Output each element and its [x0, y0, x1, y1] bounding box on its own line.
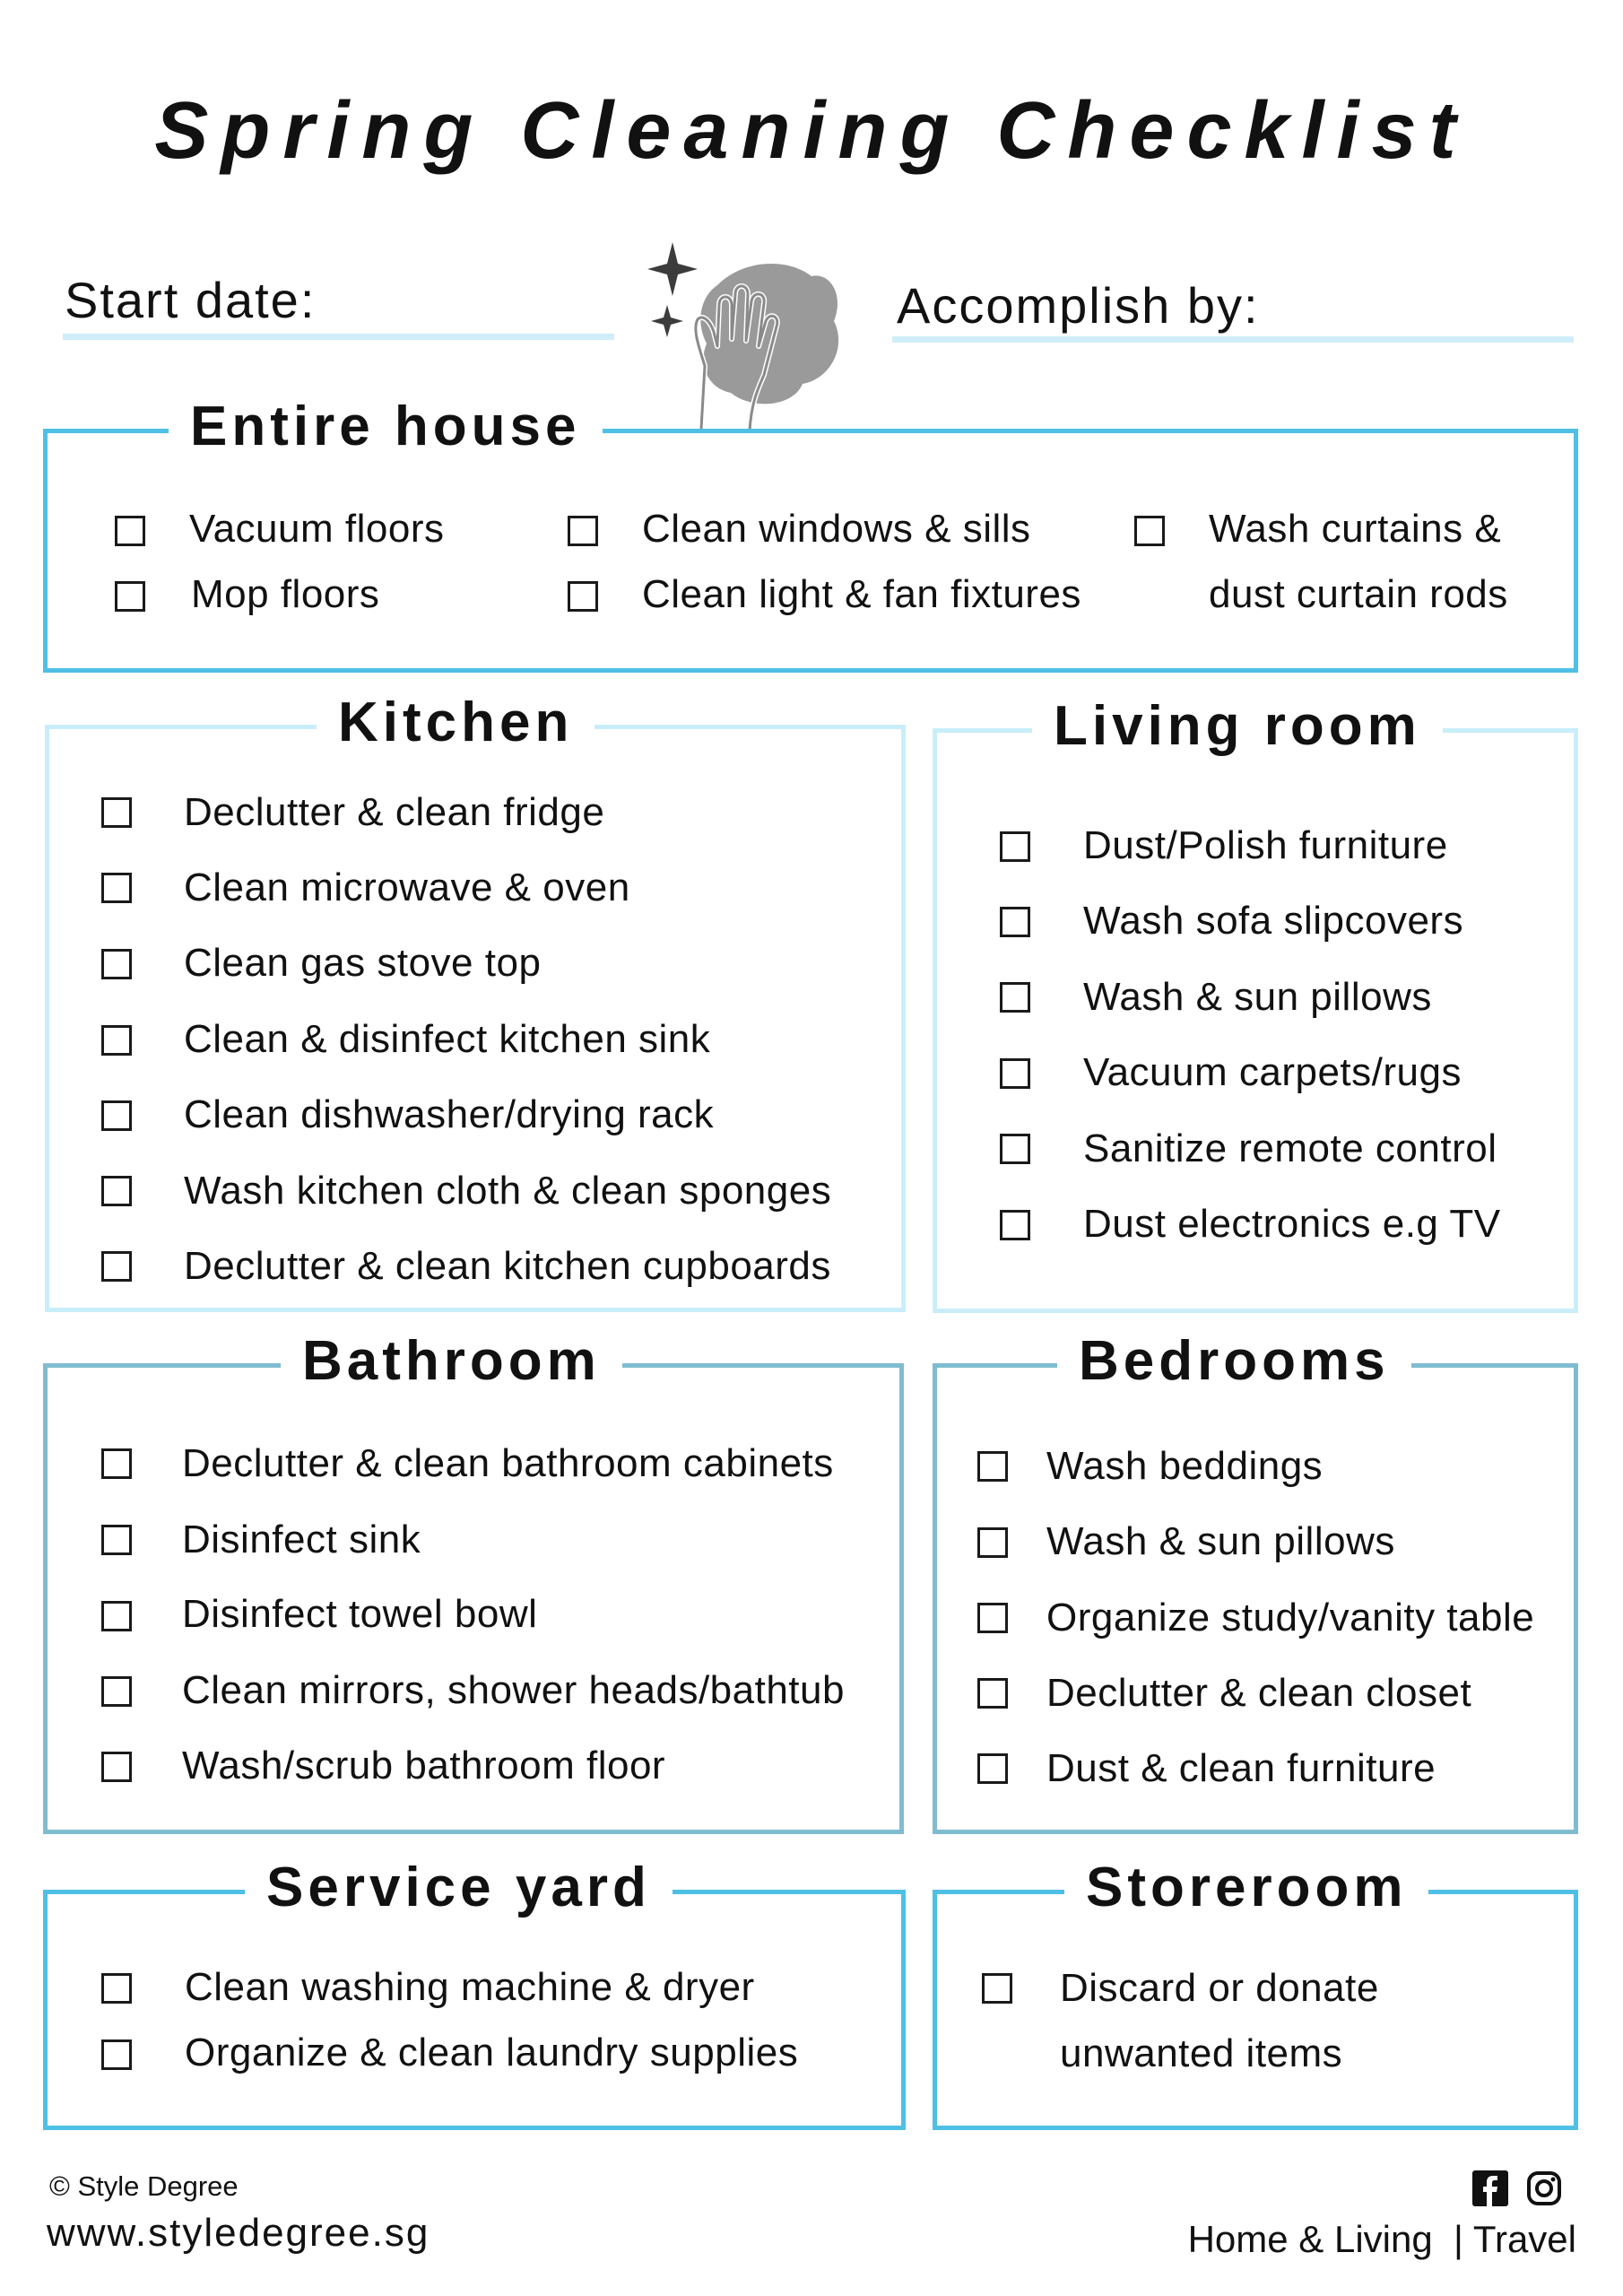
task-label: Organize study/vanity table — [1046, 1596, 1535, 1639]
checkbox[interactable] — [101, 1676, 132, 1707]
section-title-entire-house: Entire house — [169, 387, 603, 467]
checkbox[interactable] — [1000, 1134, 1030, 1164]
section-title-service-yard: Service yard — [245, 1848, 673, 1928]
section-kitchen — [45, 691, 906, 1312]
section-bathroom — [43, 1330, 904, 1834]
task-label: Declutter & clean bathroom cabinets — [182, 1441, 834, 1485]
accomplish-by-label: Accomplish by: — [897, 277, 1260, 334]
checkbox[interactable] — [1134, 516, 1165, 546]
checkbox[interactable] — [101, 1601, 132, 1631]
section-entire-house — [43, 396, 1578, 673]
checkbox[interactable] — [1000, 982, 1030, 1013]
checkbox[interactable] — [101, 1025, 132, 1056]
checkbox[interactable] — [115, 581, 145, 612]
task-label: unwanted items — [1060, 2031, 1343, 2075]
task-label: Discard or donate — [1060, 1966, 1379, 2010]
checkbox[interactable] — [101, 1525, 132, 1555]
section-title-kitchen: Kitchen — [317, 683, 595, 763]
facebook-icon[interactable] — [1472, 2170, 1508, 2206]
start-date-line[interactable] — [63, 334, 614, 340]
checkbox[interactable] — [101, 1100, 132, 1131]
checkbox[interactable] — [977, 1753, 1008, 1784]
checkbox[interactable] — [101, 797, 132, 828]
start-date-label: Start date: — [65, 272, 317, 328]
checkbox[interactable] — [1000, 1058, 1030, 1089]
checkbox[interactable] — [101, 1752, 132, 1782]
checkbox[interactable] — [977, 1527, 1008, 1558]
website-link[interactable]: www.styledegree.sg — [47, 2211, 430, 2255]
checkbox[interactable] — [1000, 907, 1030, 937]
task-label: Declutter & clean closet — [1046, 1671, 1472, 1715]
instagram-icon[interactable] — [1526, 2170, 1562, 2206]
section-title-storeroom: Storeroom — [1064, 1848, 1428, 1928]
task-label: Disinfect towel bowl — [182, 1592, 538, 1636]
task-label: Clean microwave & oven — [184, 865, 630, 909]
checkbox[interactable] — [101, 1973, 132, 2004]
copyright-text: © Style Degree — [49, 2170, 239, 2202]
checkbox[interactable] — [101, 1448, 132, 1479]
task-label: Wash kitchen cloth & clean sponges — [184, 1169, 832, 1213]
checkbox[interactable] — [977, 1603, 1008, 1633]
task-label: Organize & clean laundry supplies — [185, 2031, 799, 2074]
task-label: Dust/Polish furniture — [1083, 823, 1448, 867]
task-label: Clean light & fan fixtures — [642, 572, 1081, 616]
task-label: Clean windows & sills — [642, 507, 1031, 551]
section-title-bathroom: Bathroom — [281, 1321, 622, 1402]
cleaning-hand-icon — [646, 231, 852, 438]
task-label: Declutter & clean kitchen cupboards — [184, 1244, 831, 1288]
task-label: Clean & disinfect kitchen sink — [184, 1017, 711, 1061]
tagline: Home & Living | Travel — [1187, 2218, 1576, 2260]
task-label: Vacuum carpets/rugs — [1083, 1050, 1462, 1094]
task-label: Wash curtains & — [1209, 507, 1502, 551]
checkbox[interactable] — [115, 516, 145, 546]
task-label: Wash/scrub bathroom floor — [182, 1744, 666, 1787]
checkbox[interactable] — [101, 1251, 132, 1282]
section-title-bedrooms: Bedrooms — [1057, 1321, 1411, 1402]
section-title-living-room: Living room — [1032, 686, 1443, 767]
checkbox[interactable] — [977, 1451, 1008, 1482]
task-label: Disinfect sink — [182, 1518, 421, 1561]
task-label: Clean washing machine & dryer — [185, 1965, 755, 2009]
checkbox[interactable] — [1000, 1210, 1030, 1240]
section-storeroom — [933, 1857, 1578, 2130]
checkbox[interactable] — [101, 873, 132, 903]
checkbox[interactable] — [101, 2039, 132, 2070]
task-label: Clean dishwasher/drying rack — [184, 1092, 715, 1136]
section-living-room — [933, 695, 1578, 1313]
page-title: Spring Cleaning Checklist — [154, 86, 1469, 176]
checkbox[interactable] — [982, 1973, 1012, 2004]
task-label: Declutter & clean fridge — [184, 790, 605, 834]
checkbox[interactable] — [101, 1176, 132, 1206]
accomplish-by-line[interactable] — [892, 336, 1574, 343]
task-label: Dust electronics e.g TV — [1083, 1202, 1501, 1246]
section-bedrooms — [933, 1330, 1578, 1834]
checkbox[interactable] — [1000, 831, 1030, 862]
task-label: Wash beddings — [1046, 1444, 1324, 1488]
task-label: Wash sofa slipcovers — [1083, 899, 1464, 943]
task-label: Clean mirrors, shower heads/bathtub — [182, 1668, 845, 1712]
checkbox[interactable] — [101, 949, 132, 979]
checkbox[interactable] — [568, 516, 598, 546]
checkbox[interactable] — [977, 1678, 1008, 1709]
task-label: Wash & sun pillows — [1046, 1519, 1395, 1563]
task-label: Wash & sun pillows — [1083, 975, 1432, 1019]
task-label: Clean gas stove top — [184, 941, 542, 985]
checkbox[interactable] — [568, 581, 598, 612]
task-label: dust curtain rods — [1209, 572, 1508, 616]
section-service-yard — [43, 1857, 906, 2130]
task-label: Vacuum floors — [189, 507, 445, 551]
task-label: Mop floors — [191, 572, 380, 616]
task-label: Dust & clean furniture — [1046, 1746, 1436, 1790]
task-label: Sanitize remote control — [1083, 1126, 1497, 1170]
